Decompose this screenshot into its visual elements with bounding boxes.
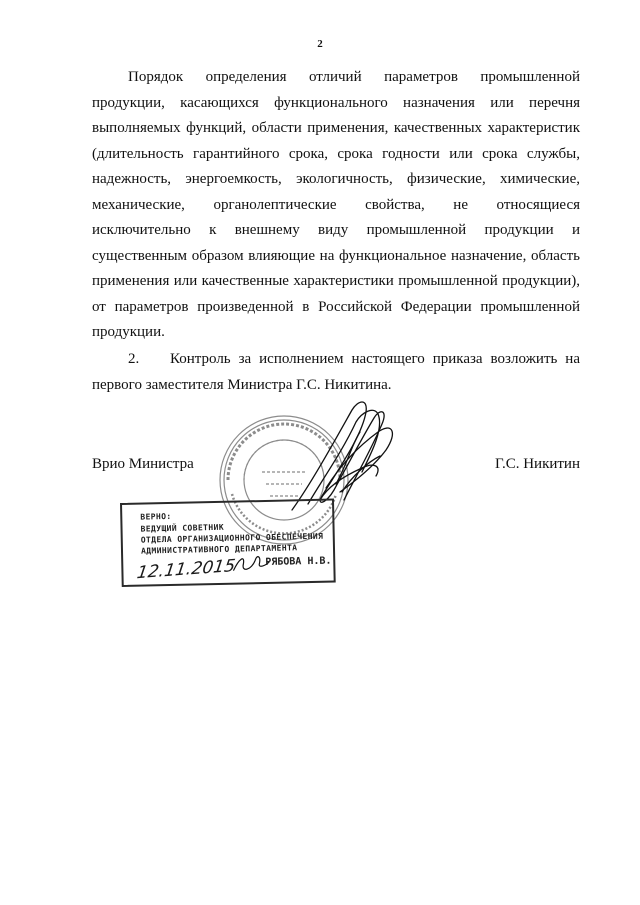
paragraph-2 bbox=[92, 347, 580, 398]
signatory-title: Врио Министра bbox=[92, 456, 194, 472]
certification-stamp bbox=[120, 499, 336, 587]
page-number: 2 bbox=[317, 38, 323, 50]
paragraph-2-text: Контроль за исполнением настоящего приказа возложить на первого заместителя Министра Г.С. Никитина. bbox=[92, 351, 580, 393]
stamp-line-2: ВЕДУЩИЙ СОВЕТНИК bbox=[140, 522, 225, 534]
stamp-line-4: АДМИНИСТРАТИВНОГО ДЕПАРТАМЕНТА bbox=[140, 543, 298, 556]
paragraph-2-number: 2. bbox=[128, 351, 140, 367]
stamp-name: РЯБОВА Н.В. bbox=[265, 555, 332, 568]
stamp-line-3: ОТДЕЛА ОРГАНИЗАЦИОННОГО ОБЕСПЕЧЕНИЯ bbox=[140, 531, 324, 545]
paragraph-1: Порядок определения отличий параметров промышленной продукции, касающихся функционального назначения или перечня выполняемых функций, области применения, качественных характеристик (длительность гарантийного срока, срока годности или срока службы, надежность, энергоемкость, экологичность, физические, химические, механические, органолептические свойства, не относящиеся исключительно к внешнему виду промышленной продукции и существенным образом влияющие на функциональное назначение, область применения или качественные характеристики промышленной продукции), от параметров произведенной в Российской Федерации промышленной продукции. bbox=[92, 69, 580, 340]
stamp-line-1: ВЕРНО: bbox=[140, 511, 172, 522]
stamp-handwritten-date: 12.11.2015 bbox=[135, 556, 237, 584]
signatory-name: Г.С. Никитин bbox=[494, 456, 580, 472]
